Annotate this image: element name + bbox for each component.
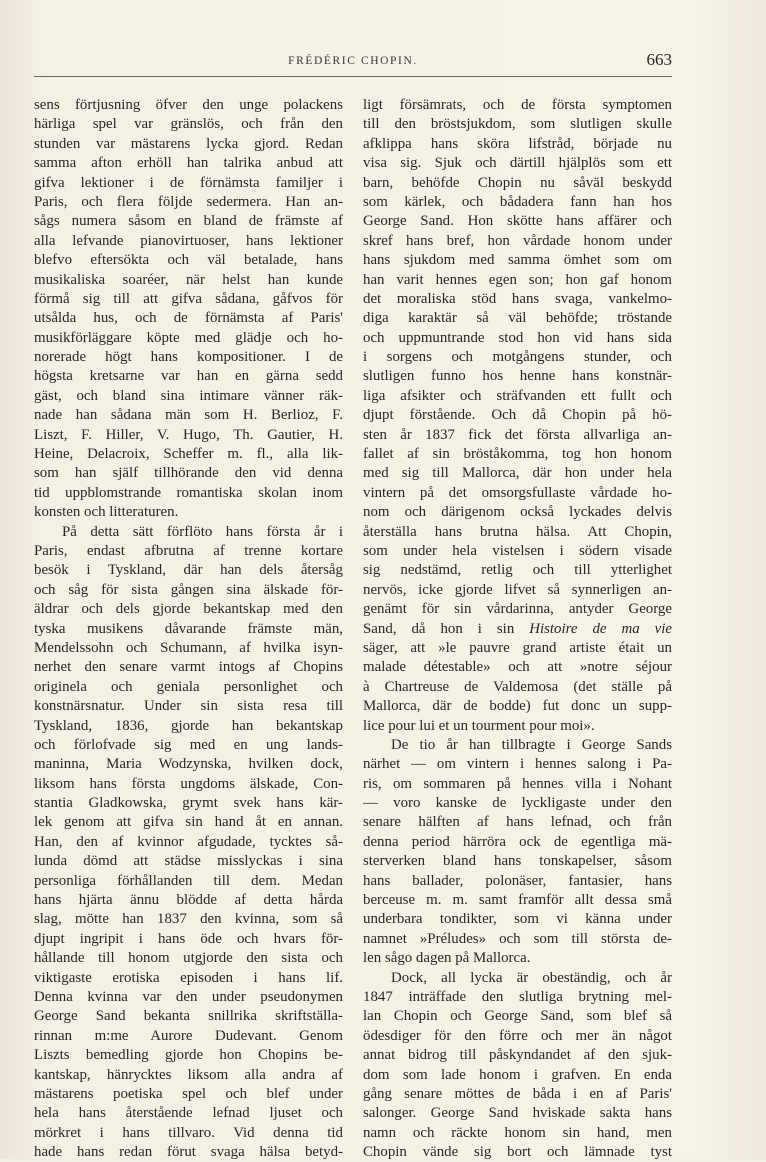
- text-line: Liszts bemedling gjorde hon Chopins be-: [34, 1047, 343, 1064]
- text-line: nom och därigenom också lyckades delvis: [363, 504, 672, 521]
- text-line: lek genom att gifva sin hand åt en annan.: [34, 814, 343, 831]
- text-line: salonger. George Sand hviskade sakta hans: [363, 1105, 672, 1122]
- left-column: [34, 96, 343, 1161]
- text-line: till den bröstsjukdom, som slutligen skulle: [363, 116, 672, 133]
- text-line: gäst, och bland sina intimare vänner räk-: [34, 387, 343, 404]
- text-line: alla lefvande pianovirtuoser, hans lektioner: [34, 232, 343, 249]
- text-line: nerhet den senare varmt intogs af Chopins: [34, 659, 343, 676]
- text-columns: [34, 96, 672, 1161]
- text-line: malade détestable» och att »notre séjour: [363, 659, 672, 676]
- text-line: George Sand bekanta snillrika skriftställa-: [34, 1008, 343, 1025]
- text-line: stantia Gladkowska, grymt svek hans kär-: [34, 795, 343, 812]
- text-line: liga afsikter och sträfvanden ett fullt och: [363, 387, 672, 404]
- book-title-italic: Histoire de ma vie: [529, 620, 672, 637]
- text-line: sens förtjusning öfver den unge polackens: [34, 97, 343, 113]
- text-line: Han, den af kvinnor afgudade, tycktes så-: [34, 833, 343, 850]
- text-line: djupt förstående. Och då Chopin på hö-: [363, 407, 672, 424]
- text-line: visa sig. Sjuk och därtill hjälplös som ett: [363, 155, 672, 172]
- text-line: Chopin vände sig bort och lämnade tyst: [363, 1144, 672, 1161]
- text-line: som kärlek, och bådadera fann han hos: [363, 193, 672, 210]
- text-line: afklippa hans sköra lifstråd, började nu: [363, 135, 672, 152]
- text-line: konsten och litteraturen.: [34, 504, 179, 521]
- text-line: högsta kretsarne var han en gärna sedd: [34, 368, 343, 385]
- text-line: lice pour lui et un tourment pour moi».: [363, 717, 595, 734]
- text-line: stunden var mästarens lycka gjord. Redan: [34, 135, 343, 152]
- running-title: FRÉDÉRIC CHOPIN.: [288, 55, 418, 67]
- text-line: sterverken bland hans tonskapelser, såsom: [363, 853, 672, 870]
- text-line: hållande till honom utgjorde den sista och: [34, 950, 343, 967]
- text-line: berceuse m. m. samt framför allt dessa små: [363, 892, 672, 909]
- text-line: utsålda hus, och de förnämsta af Paris': [34, 310, 343, 327]
- text-line: senare hälften af hans lefnad, och från: [363, 814, 672, 831]
- text-line: denna period härröra ock de egentliga mä-: [363, 833, 672, 850]
- text-line: kantskap, hänrycktes liksom alla andra af: [34, 1066, 343, 1083]
- text-line: Paris, och flera följde sedermera. Han an-: [34, 193, 343, 210]
- text-line: rinnan m:me Aurore Dudevant. Genom: [34, 1027, 343, 1044]
- text-line: norerade högt hans kompositioner. I de: [34, 349, 343, 366]
- text-line: genämt för sin vårdarinna, antyder George: [363, 601, 672, 618]
- text-line: Mendelssohn och Schumann, af hvilka isyn-: [34, 639, 343, 656]
- text-line: i sorgens och motgångens stunder, och: [363, 349, 672, 366]
- text-line: Heine, Delacroix, Scheffer m. fl., alla lik-: [34, 446, 343, 463]
- text-line: hans ballader, polonäser, fantasier, hans: [363, 872, 672, 889]
- text-line: George Sand. Hon skötte hans affärer och: [363, 213, 672, 230]
- text-line: ligt försämrats, och de första symptomen: [363, 97, 672, 113]
- text-line: Liszt, F. Hiller, V. Hugo, Th. Gautier, H.: [34, 426, 343, 443]
- text-line: nade han sådana män som H. Berlioz, F.: [34, 407, 343, 424]
- text-line-lead: Sand, då hon i sin: [363, 620, 530, 637]
- text-line: härliga spel var gränslös, och från den: [34, 116, 343, 133]
- text-line: tyska musikens dåvarande främste män,: [34, 620, 343, 637]
- text-line: annat bidrog till påskyndandet af den sjuk-: [363, 1047, 672, 1064]
- text-line: viktigaste erotiska episoden i hans lif.: [34, 969, 343, 986]
- text-line: 1847 inträffade den slutliga brytning mel-: [363, 988, 672, 1005]
- text-line: len sågo dagen på Mallorca.: [363, 950, 531, 967]
- text-line: han varit hennes egen son; hon gaf honom: [363, 271, 672, 288]
- text-line: mästarens poetiska spel och blef under: [34, 1085, 343, 1102]
- text-line: [363, 620, 672, 639]
- text-line: nervös, icke gjorde lifvet så synnerligen an-: [363, 581, 672, 598]
- text-line: gifva lektioner i de förnämsta familjer i: [34, 174, 343, 191]
- right-column: [363, 96, 672, 1161]
- text-line: originela och geniala personlighet och: [34, 678, 343, 695]
- text-line: sågs numera såsom en bland de främste af: [34, 213, 343, 230]
- text-line: vintern på det omsorgsfullaste vårdade ho-: [363, 484, 672, 501]
- text-line: med sig till Mallorca, där hon under hela: [363, 465, 672, 482]
- text-line: namnet »Préludes» och som till största de-: [363, 930, 672, 947]
- text-line: återställa hans brutna hälsa. Att Chopin,: [363, 523, 672, 540]
- text-line: ris, om sommaren på hennes villa i Nohant: [363, 775, 672, 792]
- text-line: Dock, all lycka är obeständig, och år: [391, 969, 672, 986]
- text-line: Paris, endast afbrutna af trenne kortare: [34, 542, 343, 559]
- text-line: slutligen funno hos henne hans konstnär-: [363, 368, 672, 385]
- page-header: [34, 52, 672, 74]
- text-line: musikaliska soaréer, när helst han kunde: [34, 271, 343, 288]
- text-line: ödesdiger för den förre och mer än något: [363, 1027, 672, 1044]
- text-line: tid uppblomstrande romantiska skolan inom: [34, 484, 343, 501]
- text-line: som han själf tillhörande den vid denna: [34, 465, 343, 482]
- text-line: äldrar och dels gjorde bekantskap med den: [34, 601, 343, 618]
- text-line: slag, mötte han 1837 den kvinna, som så: [34, 911, 343, 928]
- text-line: konstnärsnatur. Under sin sista resa till: [34, 698, 343, 715]
- text-line: gång senare möttes de båda i en af Paris': [363, 1085, 672, 1102]
- text-line: dom som lade honom i grafven. En enda: [363, 1066, 672, 1083]
- text-line: djupt ingripit i hans öde och hvars för-: [34, 930, 343, 947]
- text-line: blefvo eftersökta och väl betalade, hans: [34, 252, 343, 269]
- page-number: 663: [646, 50, 672, 69]
- text-line: och såg för sista gången sina älskade för-: [34, 581, 343, 598]
- text-line: maninna, Maria Wodzynska, hvilken dock,: [34, 756, 343, 773]
- text-line: hade hans redan förut svaga hälsa betyd-: [34, 1144, 343, 1161]
- text-line: och förlofvade sig med en ung lands-: [34, 736, 343, 753]
- text-line: De tio år han tillbragte i George Sands: [391, 736, 672, 753]
- text-line: sten år 1837 fick det första allvarliga an-: [363, 426, 672, 443]
- header-rule: [34, 76, 672, 77]
- text-line: hans hjärta ännu blödde af detta hårda: [34, 892, 343, 909]
- text-line: skref hans bref, hon vårdade honom under: [363, 232, 672, 249]
- text-line: — voro kanske de lyckligaste under den: [363, 795, 672, 812]
- text-line: hans sjukdom med samma ömhet som om: [363, 252, 672, 269]
- text-line: hela hans återstående lefnad ljuset och: [34, 1105, 343, 1122]
- text-line: samma afton erhöll han talrika anbud att: [34, 155, 343, 172]
- text-line: Tyskland, 1836, gjorde han bekantskap: [34, 717, 343, 734]
- text-line: säger, att »le pauvre grand artiste était un: [363, 639, 672, 656]
- text-line: På detta sätt förflöto hans första år i: [62, 523, 343, 540]
- text-line: besök i Tyskland, där han dels återsåg: [34, 562, 343, 579]
- text-line: namn och räckte honom sin hand, men: [363, 1124, 672, 1141]
- text-line: diga karaktär så väl behöfde; tröstande: [363, 310, 672, 327]
- text-line: lan Chopin och George Sand, som blef så: [363, 1008, 672, 1025]
- text-line: fallet af sin bröståkomma, tog hon honom: [363, 446, 672, 463]
- text-line: personliga förhållanden till dem. Medan: [34, 872, 343, 889]
- text-line: barn, behöfde Chopin nu såväl beskydd: [363, 174, 672, 191]
- text-line: underbara tondikter, som vi känna under: [363, 911, 672, 928]
- text-line: närhet — om vintern i hennes salong i Pa-: [363, 756, 672, 773]
- text-line: sig nedstämd, retlig och till ytterlighet: [363, 562, 672, 579]
- text-line: det moraliska stöd hans svaga, vankelmo-: [363, 290, 672, 307]
- text-line: musikförläggare köpte med glädje och ho-: [34, 329, 343, 346]
- text-line: liksom hans första ungdoms älskade, Con-: [34, 775, 343, 792]
- text-line: och uppmuntrande stod hon vid hans sida: [363, 329, 672, 346]
- text-line: Denna kvinna var den under pseudonymen: [34, 988, 343, 1005]
- text-line: som under hela vistelsen i södern visade: [363, 542, 672, 559]
- text-line: à Chartreuse de Valdemosa (det ställe på: [363, 678, 672, 695]
- text-line: förmå sig till att gifva sådana, gåfvos för: [34, 290, 343, 307]
- text-line: lunda dömd att städse misslyckas i sina: [34, 853, 343, 870]
- text-line: Mallorca, där de bodde) fut donc un supp-: [363, 698, 672, 715]
- text-line: mörkret i hans tillvaro. Vid denna tid: [34, 1124, 343, 1141]
